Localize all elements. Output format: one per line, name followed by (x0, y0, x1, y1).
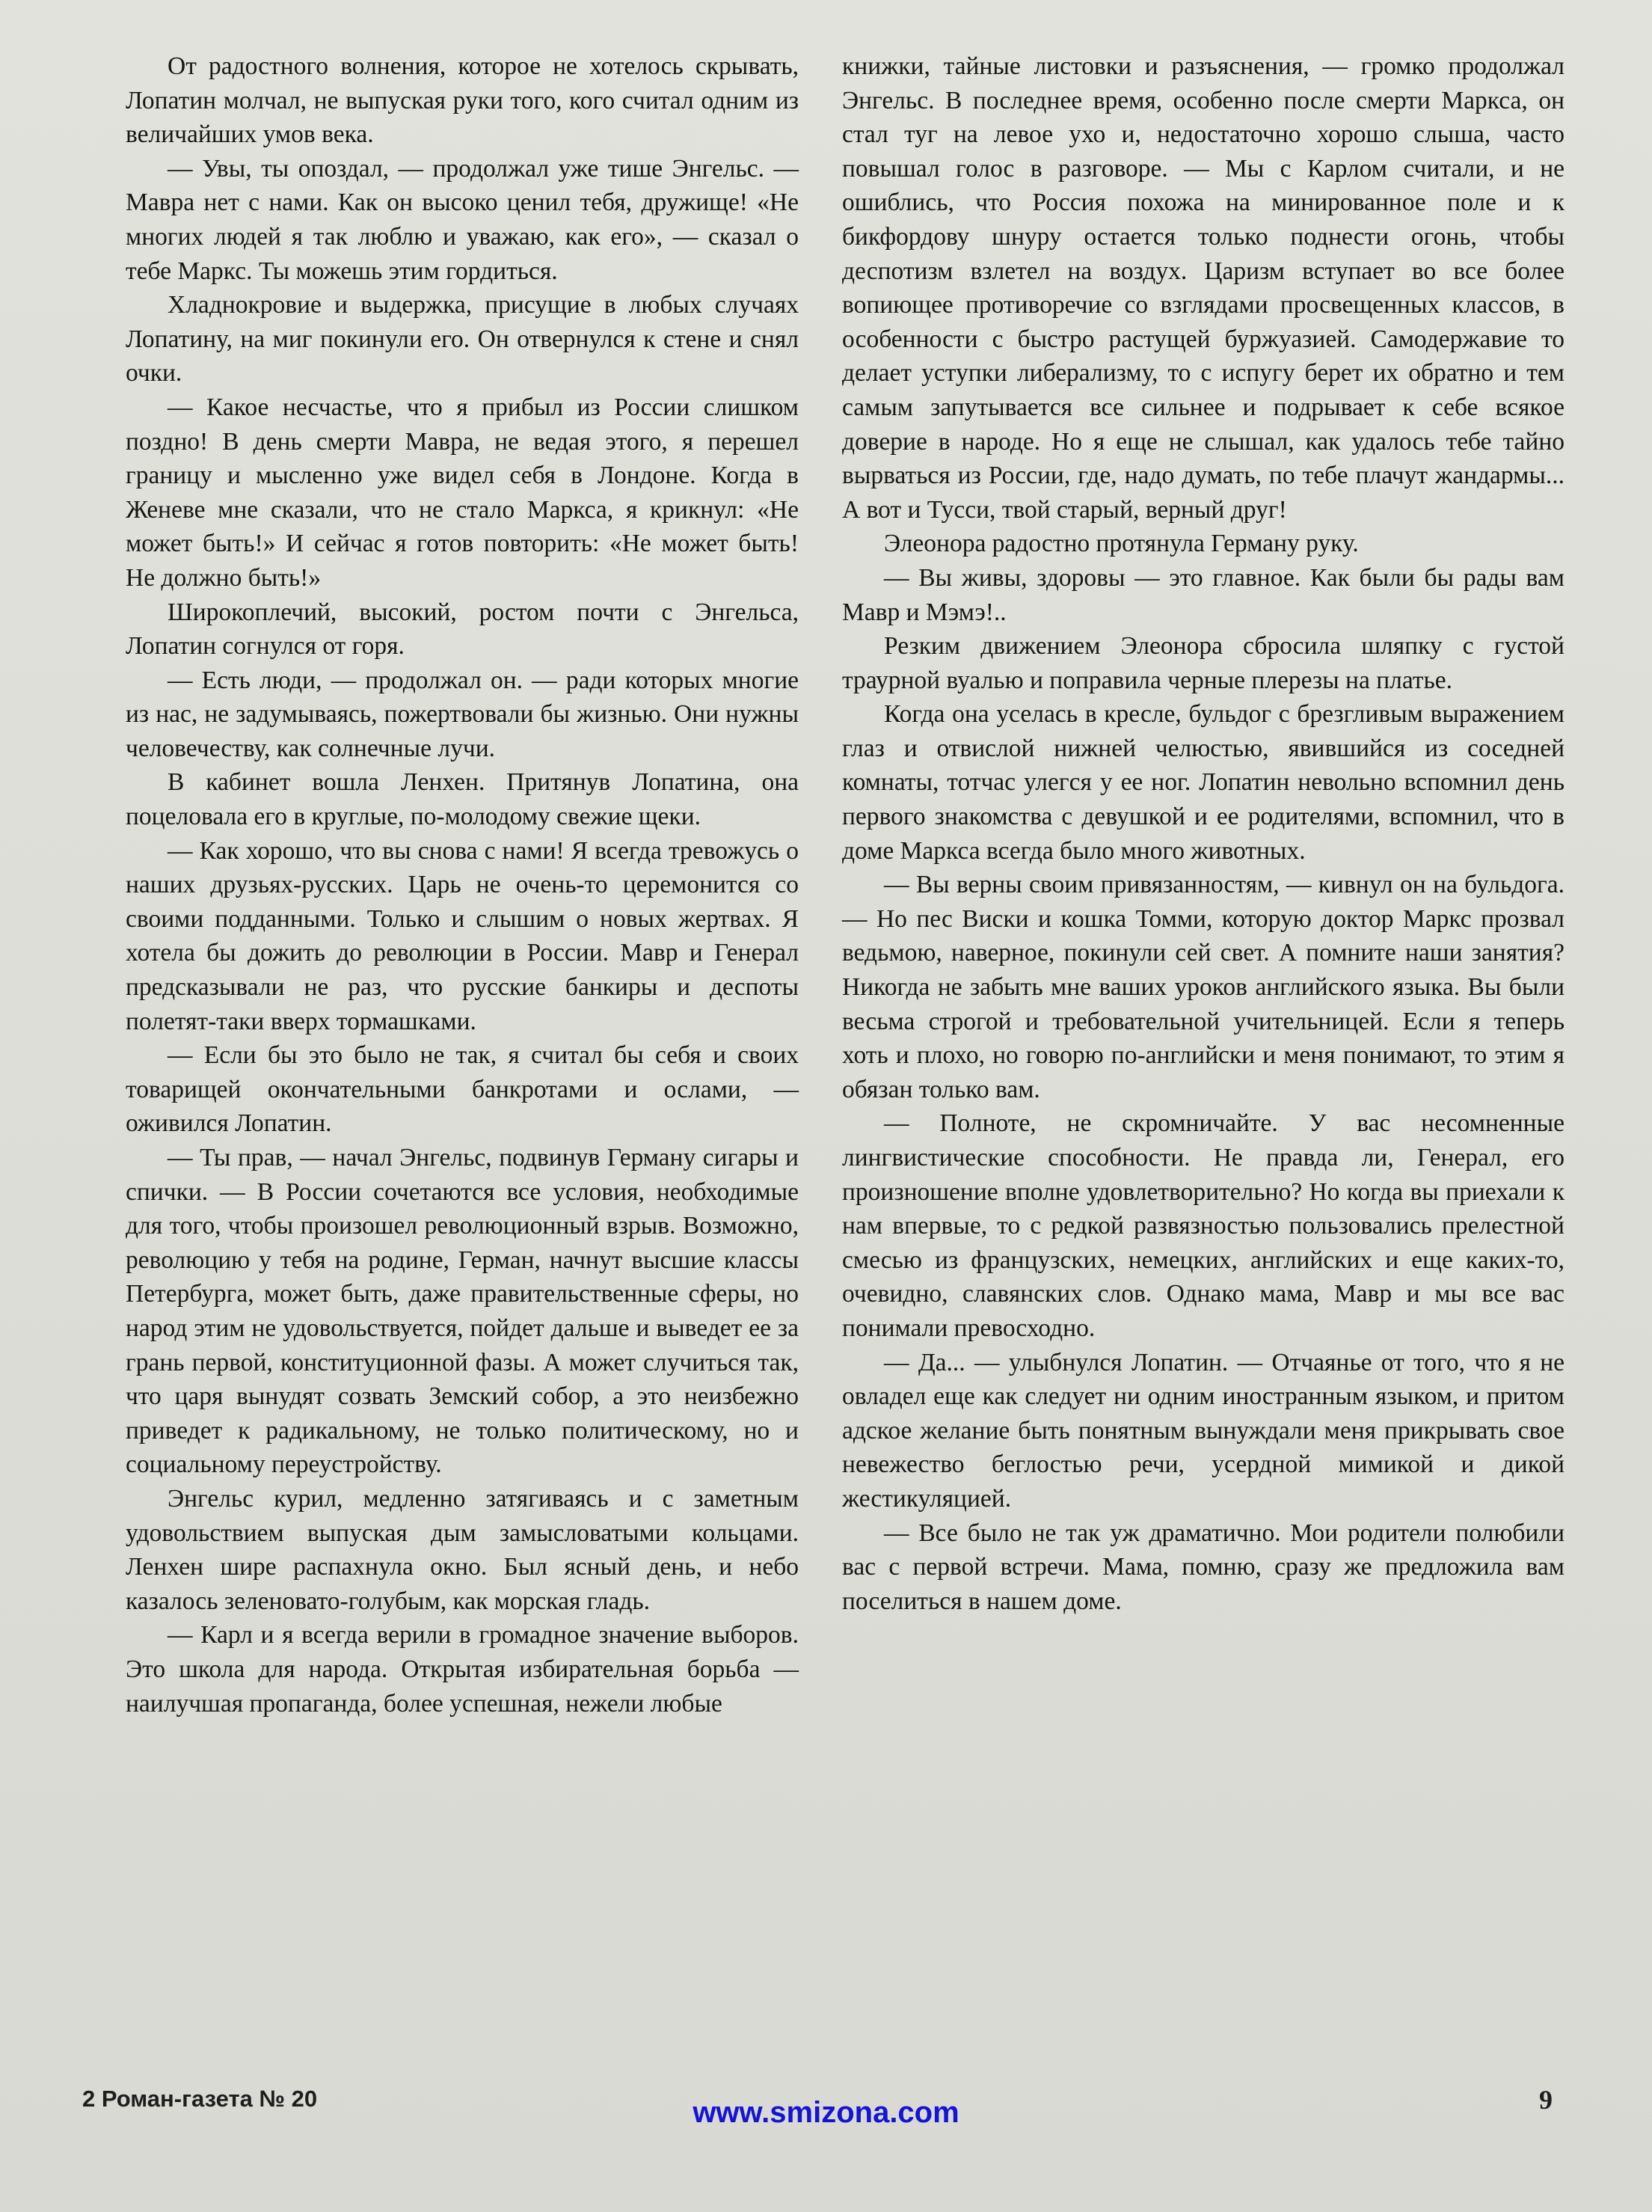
paragraph: — Карл и я всегда верили в громадное значение выборов. Это школа для народа. Открытая избирательная борьба — наилучшая пропаганда, более успешная, нежели любые (126, 1621, 799, 1718)
right-text-column (842, 49, 1565, 1618)
paragraph: Когда она уселась в кресле, бульдог с брезгливым выражением глаз и отвислой нижней челюстью, явившийся из соседней комнаты, тотчас улегся у ее ног. Лопатин невольно вспомнил день первого знакомства с девушкой и ее родителями, вспомнил, что в доме Маркса всегда было много животных. (842, 700, 1565, 865)
page-number: 9 (1539, 2085, 1553, 2115)
paragraph: — Полноте, не скромничайте. У вас несомненные лингвистические способности. Не правда ли, Генерал, его произношение вполне удовлетворительно? Но когда вы приехали к нам впервые, то с редкой развязностью пользовались прелестной смесью из французских, немецких, английских и еще каких-то, очевидно, славянских слов. Однако мама, Мавр и мы все вас понимали превосходно. (842, 1109, 1565, 1342)
paragraph: — Есть люди, — продолжал он. — ради которых многие из нас, не задумываясь, пожертвовали бы жизнью. Они нужны человечеству, как солнечные лучи. (126, 666, 799, 762)
paragraph: Резким движением Элеонора сбросила шляпку с густой траурной вуалью и поправила черные плерезы на платье. (842, 632, 1565, 694)
paragraph: Хладнокровие и выдержка, присущие в любых случаях Лопатину, на миг покинули его. Он отвернулся к стене и снял очки. (126, 291, 799, 387)
paragraph: Энгельс курил, медленно затягиваясь и с заметным удовольствием выпуская дым замысловатыми кольцами. Ленхен шире распахнула окно. Был ясный день, и небо казалось зеленовато-голубым, как морская гладь. (126, 1484, 799, 1615)
paragraph: В кабинет вошла Ленхен. Притянув Лопатина, она поцеловала его в круглые, по-молодому свежие щеки. (126, 768, 799, 831)
paragraph: — Все было не так уж драматично. Мои родители полюбили вас с первой встречи. Мама, помню, сразу же предложила вам поселиться в нашем доме. (842, 1519, 1565, 1615)
paragraph: — Вы верны своим привязанностям, — кивнул он на бульдога. — Но пес Виски и кошка Томми, которую доктор Маркс прозвал ведьмою, наверное, покинули сей свет. А помните наши занятия? Никогда не забыть мне ваших уроков английского языка. Вы были весьма строгой и требовательной учительницей. Если я теперь хоть и плохо, но говорю по-английски и меня понимают, то этим я обязан только вам. (842, 871, 1565, 1103)
paragraph: — Увы, ты опоздал, — продолжал уже тише Энгельс. — Мавра нет с нами. Как он высоко ценил тебя, дружище! «Не многих людей я так люблю и уважаю, как его», — сказал о тебе Маркс. Ты можешь этим гордиться. (126, 154, 799, 285)
paragraph: — Да... — улыбнулся Лопатин. — Отчаянье от того, что я не овладел еще как следует ни одним иностранным языком, и притом адское желание быть понятным вынуждали меня прикрывать свое невежество беглостью речи, усердной мимикой и дикой жестикуляцией. (842, 1348, 1565, 1513)
paragraph: — Если бы это было не так, я считал бы себя и своих товарищей окончательными банкротами и ослами, — оживился Лопатин. (126, 1041, 799, 1138)
paragraph: — Вы живы, здоровы — это главное. Как были бы рады вам Мавр и Мэмэ!.. (842, 563, 1565, 626)
paragraph: От радостного волнения, которое не хотелось скрывать, Лопатин молчал, не выпуская руки того, кого считал одним из величайших умов века. (126, 52, 799, 149)
left-text-column (126, 49, 799, 1721)
paragraph: книжки, тайные листовки и разъяснения, — громко продолжал Энгельс. В последнее время, особенно после смерти Маркса, он стал туг на левое ухо и, недостаточно хорошо слыша, часто повышал голос в разговоре. — Мы с Карлом считали, и не ошиблись, что Россия похожа на минированное поле и к бикфордову шнуру остается только поднести огонь, чтобы деспотизм взлетел на воздух. Царизм вступает во все более вопиющее противоречие со взглядами просвещенных классов, в особенности с быстро растущей буржуазией. Самодержавие то делает уступки либерализму, то с испугу берет их обратно и тем самым запутывается все сильнее и подрывает к себе всякое доверие в народе. Но я еще не слышал, как удалось тебе тайно вырваться из России, где, надо думать, по тебе плачут жандармы... А вот и Тусси, твой старый, верный друг! (842, 52, 1565, 524)
watermark-link[interactable]: www.smizona.com (693, 2096, 959, 2129)
paragraph: Элеонора радостно протянула Герману руку. (884, 530, 1359, 558)
paragraph: — Как хорошо, что вы снова с нами! Я всегда тревожусь о наших друзьях-русских. Царь не очень-то церемонится со своими подданными. Только и слышим о новых жертвах. Я хотела бы дожить до революции в России. Мавр и Генерал предсказывали не раз, что русские банкиры и деспоты полетят-таки вверх тормашками. (126, 836, 799, 1035)
paragraph: — Ты прав, — начал Энгельс, подвинув Герману сигары и спички. — В России сочетаются все условия, необходимые для того, чтобы произошел революционный взрыв. Возможно, революцию у тебя на родине, Герман, начнут высшие классы Петербурга, может быть, даже правительственные сферы, но народ этим не удовольствуется, пойдет дальше и выведет ее за грань первой, конституционной фазы. А может случиться так, что царя вынудят созвать Земский собор, а это неизбежно приведет к радикальному, не только политическому, но и социальному переустройству. (126, 1144, 799, 1479)
paragraph: — Какое несчастье, что я прибыл из России слишком поздно! В день смерти Мавра, не ведая этого, я перешел границу и мысленно уже видел себя в Лондоне. Когда в Женеве мне сказали, что не стало Маркса, я крикнул: «Не может быть!» И сейчас я готов повторить: «Не может быть! Не должно быть!» (126, 393, 799, 592)
footer-publication-label: 2 Роман-газета № 20 (82, 2086, 318, 2112)
paragraph: Широкоплечий, высокий, ростом почти с Энгельса, Лопатин согнулся от горя. (126, 598, 799, 661)
